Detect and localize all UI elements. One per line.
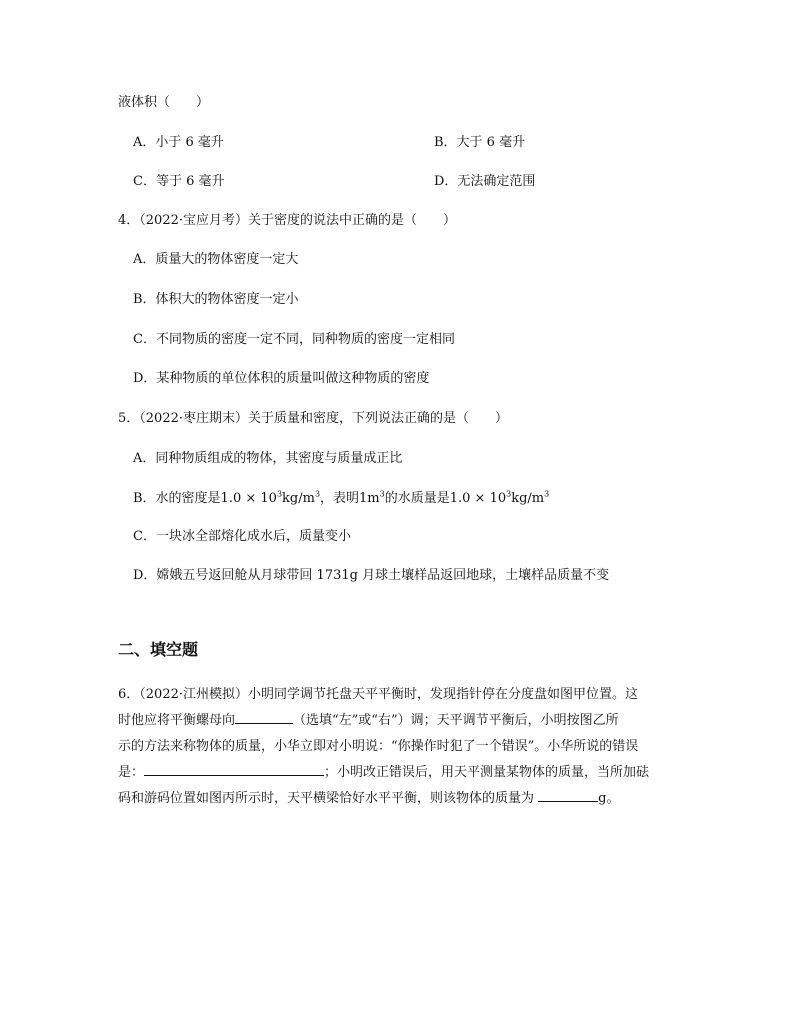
q5-option-a: A．同种物质组成的物体，其密度与质量成正比 — [133, 451, 403, 466]
section-title: 二、填空题 — [118, 640, 199, 659]
q6-line-1: 6．（2022·江州模拟）小明同学调节托盘天平平衡时，发现指针停在分度盘如图甲位置。这 — [118, 687, 638, 702]
q3-option-c: C．等于 6 毫升 — [133, 174, 225, 189]
q4-stem: 4．（2022·宝应月考）关于密度的说法中正确的是（ ） — [118, 213, 456, 228]
answer-blank-2[interactable] — [144, 761, 324, 776]
q6-line-2: 时他应将平衡螺母向 （选填“左”或“右”）调；天平调节平衡后，小明按图乙所 — [118, 708, 658, 734]
q6-line-3: 示的方法来称物体的质量，小华立即对小明说：“你操作时犯了一个错误”。小华所说的错误 — [118, 739, 639, 754]
q4-option-b: B．体积大的物体密度一定小 — [133, 292, 299, 307]
q3-option-d: D．无法确定范围 — [434, 174, 536, 189]
q6-line-5: 码和游码位置如图丙所示时，天平横梁恰好水平平衡，则该物体的质量为 g。 — [118, 786, 658, 812]
q5-option-c: C．一块冰全部熔化成水后，质量变小 — [133, 529, 351, 544]
q3-stem-tail: 液体积（ ） — [118, 95, 210, 110]
q5-option-d: D．嫦娥五号返回舱从月球带回 1731g 月球土壤样品返回地球，土壤样品质量不变 — [133, 568, 610, 583]
answer-blank-3[interactable] — [538, 787, 598, 802]
q5-stem: 5．（2022·枣庄期末）关于质量和密度，下列说法正确的是（ ） — [118, 411, 508, 426]
q5-option-b: B．水的密度是$1.0 \times 10^3kg/m^3$，表明$1m^3$的水质量是$1.0 \times 10^3kg/m^3$ — [133, 489, 550, 506]
q6-paragraph — [118, 682, 658, 812]
answer-blank-1[interactable] — [235, 709, 293, 724]
q3-option-a: A．小于 6 毫升 — [133, 135, 224, 150]
q6-line-4: 是： ；小明改正错误后，用天平测量某物体的质量，当所加砝 — [118, 760, 658, 786]
q3-option-b: B．大于 6 毫升 — [434, 135, 526, 150]
q4-option-c: C．不同物质的密度一定不同，同种物质的密度一定相同 — [133, 332, 455, 347]
q4-option-d: D．某种物质的单位体积的质量叫做这种物质的密度 — [133, 371, 430, 386]
q4-option-a: A．质量大的物体密度一定大 — [133, 252, 299, 267]
